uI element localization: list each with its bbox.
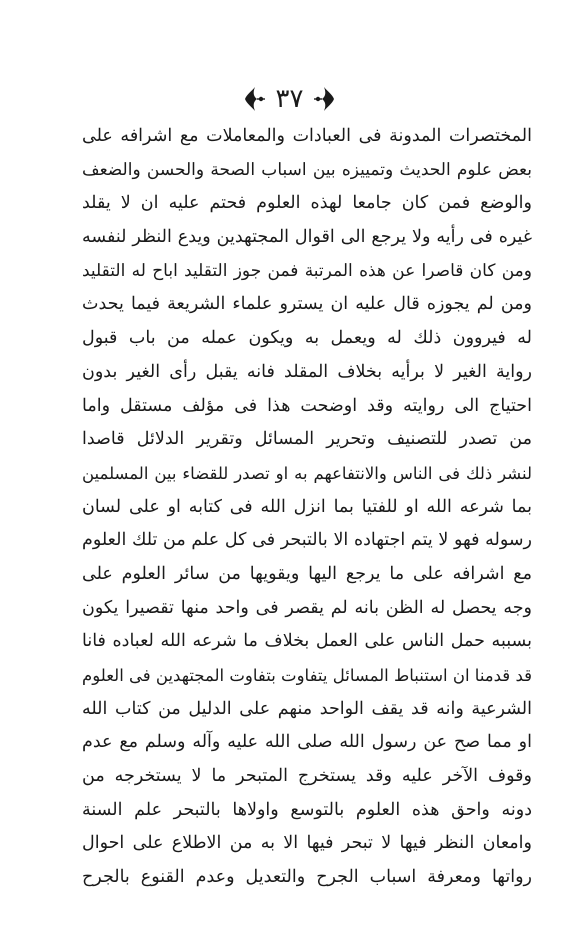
page-number: ٣٧ bbox=[275, 84, 304, 114]
right-ornament-icon bbox=[313, 86, 335, 112]
text-line: لنشر ذلك فى الناس والانتفاعهم به او تصدر للقضاء بين المسلمين bbox=[82, 463, 532, 483]
page-header bbox=[0, 84, 579, 114]
text-line: والوضع فمن كان جامعا لهذه العلوم فحتم عليه ان لا يقلد bbox=[82, 193, 532, 214]
text-line: من تصدر للتصنيف وتحرير المسائل وتقرير الدلائل قاصدا bbox=[82, 429, 532, 450]
text-line: غيره فى رأيه ولا يرجع الى اقوال المجتهدين ويدع النظر لنفسه bbox=[82, 227, 532, 248]
text-line: له فيروون ذلك له ويعمل به ويكون عمله من باب قبول bbox=[82, 328, 532, 349]
text-line: دونه واحق هذه العلوم بالتوسع واولاها بالتبحر علم السنة bbox=[82, 799, 532, 820]
text-line: ومن لم يجوزه قال عليه ان يسترو علماء الشريعة فيما يحدث bbox=[82, 294, 532, 315]
text-line: الشرعية وانه قد يقف الواحد منهم على الدليل من كتاب الله bbox=[82, 698, 532, 719]
left-ornament-icon bbox=[244, 86, 266, 112]
body-text bbox=[82, 120, 532, 895]
text-line: المختصرات المدونة فى العبادات والمعاملات مع اشرافه على bbox=[82, 126, 532, 146]
text-line: قد قدمنا ان استنباط المسائل يتفاوت بتفاوت المجتهدين فى العلوم bbox=[82, 666, 532, 685]
text-line: وامعان النظر فيها لا تبحر فيها الا به من الاطلاع على احوال bbox=[82, 833, 532, 854]
text-line: بسببه حمل الناس على العمل بخلاف ما شرعه الله لعباده فانا bbox=[82, 631, 532, 652]
text-line: رواية الغير لا برأيه بخلاف المقلد فانه يقبل رأى الغير بدون bbox=[82, 361, 532, 382]
text-line: بما شرعه الله او للفتيا بما انزل الله فى كتابه او على لسان bbox=[82, 496, 532, 517]
text-line: احتياج الى روايته وقد اوضحت هذا فى مؤلف مستقل واما bbox=[82, 395, 532, 416]
text-line: ومن كان قاصرا عن هذه المرتبة فمن جوز التقليد اباح له التقليد bbox=[82, 260, 532, 281]
text-line: او مما صح عن رسول الله صلى الله عليه وآله وسلم مع عدم bbox=[82, 732, 532, 753]
text-line: رواتها ومعرفة اسباب الجرح والتعديل وعدم القنوع بالجرح bbox=[82, 867, 532, 888]
text-line: رسوله فهو لا يتم اجتهاده الا بالتبحر فى كل علم من تلك العلوم bbox=[82, 530, 532, 551]
text-line: وجه يحصل له الظن بانه لم يقصر فى واحد منها تقصيرا يكون bbox=[82, 597, 532, 618]
text-line: مع اشرافه على ما يرجع اليها ويقويها من سائر العلوم على bbox=[82, 563, 532, 584]
text-line: وقوف الآخر عليه وقد يستخرج المتبحر ما لا يستخرجه من bbox=[82, 766, 532, 787]
text-line: بعض علوم الحديث وتمييزه بين اسباب الصحة والحسن والضعف bbox=[82, 159, 532, 180]
